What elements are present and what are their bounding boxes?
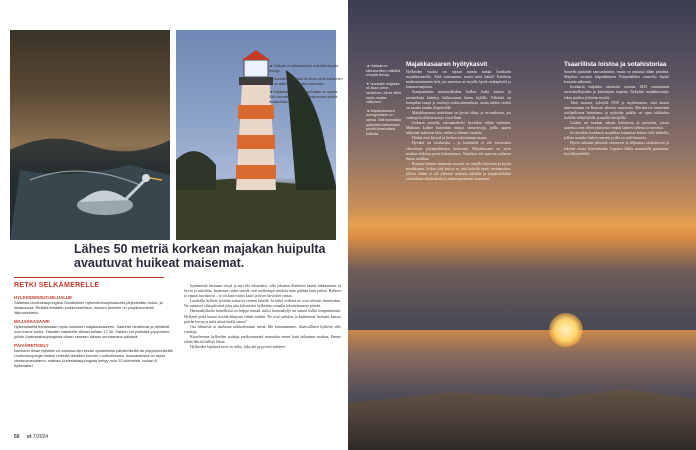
right-column-1 — [406, 62, 511, 182]
body-paragraph: Majakkasaaren tuulettuna on hyvää aikaa, ja on mukavaa, jos vanhoja kivikkomuotoja vuorellaan. — [406, 110, 511, 120]
body-paragraph: Lisäksi on matkan aikana kalastusta ja museoita, joissa saaressa ovat olleet yksityiset vanhat laitteet tallessa ja turvassa. — [564, 121, 669, 131]
caption-sunset: ◄ Majakkasaaren auringonlasku on upeaa. Sitä kannattaa pakkuista katsomaan plottiä ilmastollisia kalliolta. — [269, 90, 339, 104]
info-sidebar — [14, 277, 174, 368]
sidebar-divider — [14, 277, 164, 278]
photo-captions — [269, 64, 345, 108]
caption-heron: ◄ Haikala on silkkaseriken mäkittiä nimpää linnuja. — [269, 64, 339, 73]
body-paragraph: Saarella päästään sauvanhmiset, mutta se ansiasta tähän päivänä. Majakan tornista kiipeääminen Pohjanlahden rannoilta löytää kauniita näkymiä. — [564, 70, 669, 85]
body-paragraph: Osa tiltimistä ui sitelaana tarkkailemaan meitä. Me kummaamme, tilaavsillinen hylkeitä sille vanhoja. — [184, 324, 341, 334]
body-paragraph: Katselemme hylkeiden touhuja parikymmentä minuuttia ennen kuin jatkamme matkaa. Emme tahdo häiritä hallejä liikaa. — [184, 334, 341, 345]
body-paragraph: Isonkarin majakka valmistui vuonna 1833 vastaamaan merenkulkijoiden ja kalastajien tarpeita. Nykyään majakkavartija tekee puiden ja kivien myötä. — [564, 85, 669, 100]
sidebar-heading-day-trips: PÄIVÄRETKEILY — [14, 343, 49, 348]
sidebar-text-day-trips: Isonkarin ilman hylkeitä voi tutustua läpi kesän opastetuilla päiväretkeillä tai yöpymisretkeillä. Uudenkaupungin lisäksi retkeillä tehdään kuurvin Luothoilmasta. Isossakarissa on myös vierasvenesatama, matkaa Uudestakaupungista kertyy noin 22 kilometriä. isokari.fi, hylkesafari — [14, 348, 174, 368]
magazine-name: et — [26, 434, 32, 440]
caption-lighthouse: ▼ Isonkarin majakka oli aluun perin kahteinen, bä se alfeit myös muista valkoisen. — [269, 77, 344, 86]
body-paragraph: Hylkeiden lajittimä meri on niiky, joka jää pysyvästi mieleen. — [190, 345, 286, 350]
body-paragraph: Hyvin aikaisin päivästä vuorovesi ja hiljaisuus rauhoittavat ja tekevät olosta kiireettömän. Lopuksi illalla mannerille palaamme hyvällä mielellä. — [564, 141, 669, 156]
page-number: 50 — [14, 434, 20, 440]
body-paragraph: Isokarin saarella, taivaantaholle hyvinkin vähän vaaleaan. Matkaan kulkee kuitenkin tuttuja rantaviivoja, joilla saaren näkymät aukeavat idän, etelän ja lännen suuntiin. — [406, 121, 511, 136]
body-paragraph: Hyvänä on vesihuolto – ja katoksilla ei ole varsinaista ehtoolinen pöytäpaikkojen korkeutta. Majakkasaari on siten matkan ehdoton paras kokonaisuus. Nautikaa siis saaresta rauhassa ilman ruuhkaa. — [406, 141, 511, 161]
body-paragraph: Tänä vuonna, syksyllä 1939 ja myöhemmin, siitä kaarta nimenomaan on Ruotsin aikoina varastoitu. Merikarvia tunnetaan sotilaallisena historiana, ja nykyään paikka on upea tukikohta kaikille retkeilijöille ja muille kävijöille. — [564, 100, 669, 120]
lighthouse-illustration — [176, 30, 336, 240]
right-page — [348, 0, 696, 450]
sidebar-text-lighthouse-island: Hylkesafarilla tutustutaan myös Isonkarin majakkasaareen. Saarella vierailevat ja viettävät noin kolme tuntia. Takaisin manteelle siltaan tullaan 17.30. Safarin voi yhdistää yöpymisen, jolloin Uudessakaupungissa ollaan samaan aikaan seuraavana päivänä. — [14, 324, 171, 339]
sidebar-text-seal-area: Safarista Uudenkaupungista Sandbäckin hylkeidensuojelualuella järjestetään touko- ja lokakuussa. Retkillä tehdään poikkeuksellisia, muuten alueelle on ympärivuotinen liikkumiskielto. — [14, 300, 163, 315]
sidebar-heading-lighthouse-island: MAJAKKASAARI — [14, 319, 50, 324]
body-paragraph: Ruokaa lukuun ottamatta muuten on tarjolla kiireetön ja hyvin maukkaana. Joskin siitä kertoo se, että kahvila vaatii vastaanottoa, jolloin siihen ei ole yleisesti mukava ulkotila ja ympäristöltään rauhallinen ulkokahvila ja mieleenpainuvat maisemat. — [406, 161, 511, 182]
heron-illustration — [10, 30, 170, 240]
side-note: ▼ Isonkarin majakka oli aluun perin kahteinen, bä se alfeit myös muista valkoisen. — [366, 81, 401, 105]
sidebar-title: RETKI SELKÄMERELLE — [14, 282, 100, 289]
section-heading-history: Tsaarillista loistoa ja sotahistoriaa — [564, 61, 667, 68]
setting-sun — [549, 313, 583, 347]
body-paragraph: Hiekat ovat kivisiä ja hiekan sekoittamaa maata. — [412, 136, 488, 141]
body-paragraph: kymmenitä harmaan sävyä ja myt tilä aikuiseksi, siltä jokaisen dlaimeen kaunit lakkaamaan sä hyvin ja sikiöihin. Isoimmat riiden sinisät ovat melkeinpä riittäviä näin pitkään kuin jatkaa. Hylkeet ja vapaat huvittuvat – se on kuin vanha kaari ja kivet hirvioltet rantaa. — [184, 284, 341, 299]
sidebar-heading-seal-area: HYLKEIDENSUOJELUALUE — [14, 295, 73, 300]
body-paragraph: Ja tietenkin Isonkarin majakkaa kannattaa katsoa sillä hetkellä, jolloin aurinko laskee mereen ja ilta on mitä kaunein. — [564, 131, 669, 141]
body-paragraph: Laudoilla hylkeet lyöttäin tottuivat veneen lähellä. Ja miltä vedestä ne ovat selvästi ihmeissään. Ne saattavat siltä päivästä joka sata kilometriä hylkeisiin rinnalla lekottelemassa päivää. — [184, 299, 341, 309]
pull-quote: Lähes 50 metriä korkean majakan huipulta avautuvat huikeat maisemat. — [74, 242, 326, 270]
side-note: ◄ Majakkasaaren auringonlasku on upeaa. Sitä kannattaa pakkuista katsomaan plottiä ilmastollisia kalliolta. — [366, 108, 401, 136]
left-body-column — [184, 284, 341, 350]
issue-number: 7/2024 — [32, 434, 49, 440]
section-heading-crops: Majakkasaaren hyötykasvit — [406, 61, 488, 68]
right-column-2 — [564, 62, 669, 157]
side-note: ◄ Haikala on silkkaseriken mäkittiä nimpää linnuja. — [366, 64, 400, 78]
heron-photo — [10, 30, 170, 240]
page-footer — [14, 434, 48, 440]
lighthouse-photo — [176, 30, 336, 240]
body-paragraph: Harmaahylkeitä katsellessa on helppo mittää, miksi harmaahylje on saanut hallin lempinimensä. Hylkeen pitkä kuono nostää alkujaan vähän mitään. Ne ovat sielukas ja katkenneet laulujen kanssa päivän teosta ja mitä niistä luulla sanoa? — [184, 309, 341, 324]
right-side-notes — [366, 64, 402, 140]
body-paragraph: Hylkeiden vuoksi on vajaan tunnin matka Isonkarin majakkasaarelle. Siitä samaanaan, mutta mitä hätää? Kaikkein mutkattomimmin heti, jos saaressa on tarjolla hyviä ruokapöytiä ja kunnon majoitus. — [406, 70, 511, 90]
body-paragraph: Sympaattinen mantavilkulma kulkee halki saaren ja ravintolasta kääntyy kulkusuunta kauas kylälle. Vähäistä on kumpikin lampi ja vanhoja uudisrakennuksia, mutta niiden sinistä on kaunis tänään iltapäivällä. — [406, 90, 511, 110]
